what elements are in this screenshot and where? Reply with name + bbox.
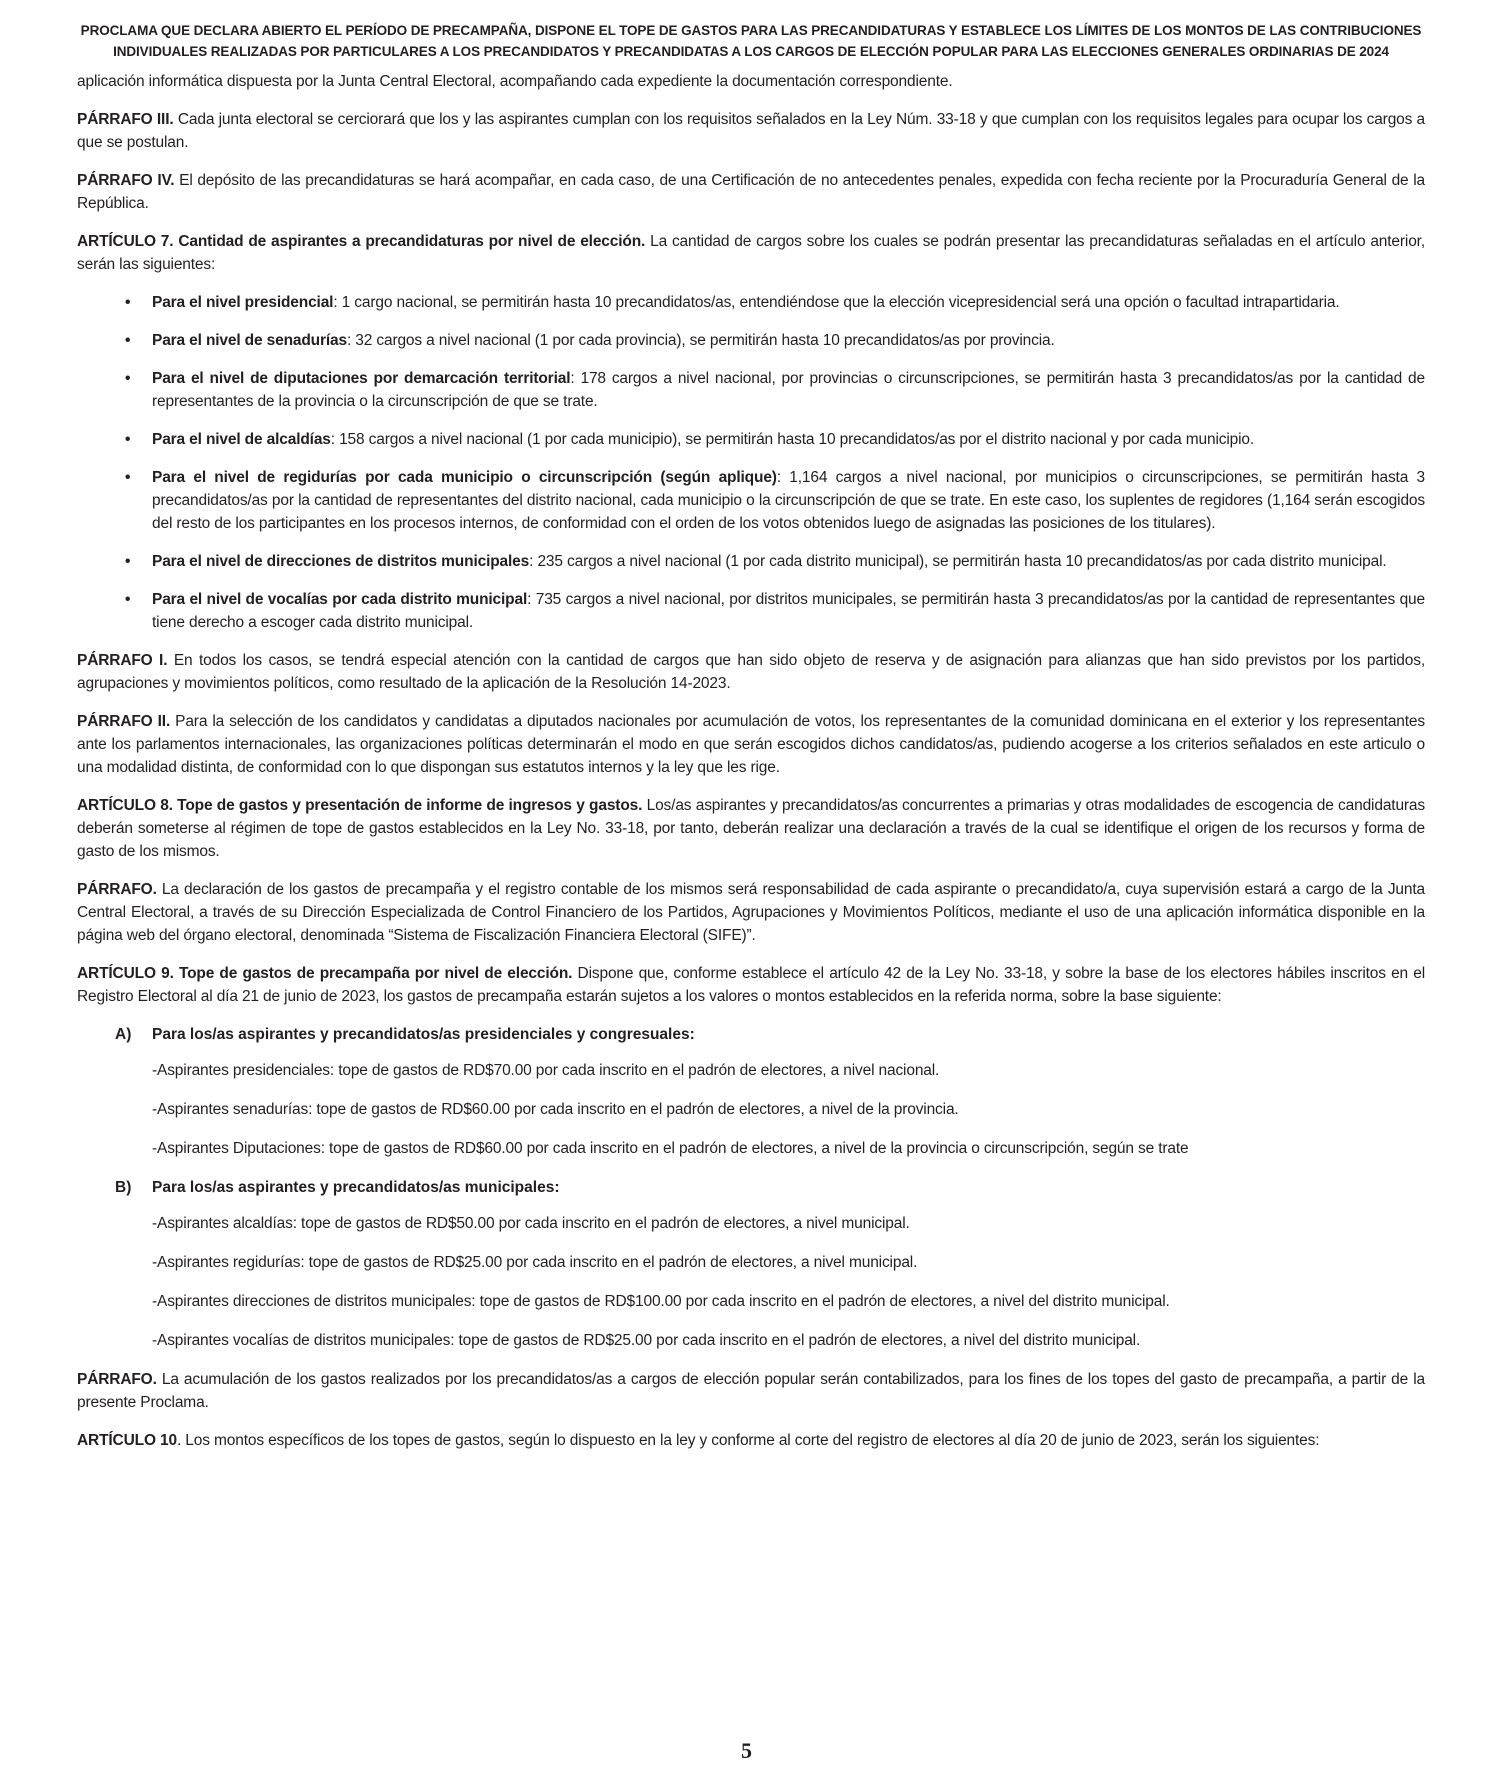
list-item-text: : 1 cargo nacional, se permitirán hasta 10 precandidatos/as, entendiéndose que la elección vicepresidencial será una opción o facultad intrapartidaria. — [333, 294, 1340, 311]
list-item — [77, 291, 1425, 314]
list-item-bold: Para el nivel de direcciones de distritos municipales — [152, 553, 530, 570]
document-page — [77, 20, 1425, 1467]
parrafo-ii-text: Para la selección de los candidatos y candidatas a diputados nacionales por acumulación de votos, los representantes de la comunidad dominicana en el exterior y los representantes ante los parlamentos internacionales, las organizaciones políticas determinarán el modo en que serán escogidos dichos candidatos/as, pudiendo acogerse a los criterios señalados en este articulo o una modalidad distinta, de conformidad con lo que dispongan sus estatutos internos y la ley que les rige. — [77, 713, 1426, 776]
list-item-text: : 1,164 cargos a nivel nacional, por municipios o circunscripciones, se permitirán hasta 3 precandidatos/as por la cantidad de representantes del distrito nacional, cada municipio o la circunscripción de que se trate. En este caso, los suplentes de regidores (1,164 serán escogidos del resto de los participantes en los procesos internos, de conformidad con el orden de los votos obtenidos luego de asignadas las posiciones de los titulares). — [152, 469, 1425, 532]
header-line-2: INDIVIDUALES REALIZADAS POR PARTICULARES A LOS PRECANDIDATOS Y PRECANDIDATAS A LOS CARGOS DE ELECCIÓN POPULAR PARA LAS ELECCIONES GENERALES ORDINARIAS DE 2024 — [113, 44, 1389, 59]
articulo-10 — [77, 1429, 1425, 1452]
parrafo-i-text: En todos los casos, se tendrá especial atención con la cantidad de cargos que han sido objeto de reserva y de asignación para alianzas que han sido previstos por los partidos, agrupaciones y movimientos políticos, como resultado de la aplicación de la Resolución 14-2023. — [77, 652, 1425, 692]
articulo-9 — [77, 962, 1425, 1008]
document-header — [77, 20, 1425, 62]
parrafo-iii-label: PÁRRAFO III. — [77, 111, 174, 128]
parrafo-articulo-8 — [77, 878, 1425, 947]
list-item — [77, 367, 1425, 413]
section-b-title: Para los/as aspirantes y precandidatos/as municipales: — [152, 1179, 560, 1196]
list-item-bold: Para el nivel de vocalías por cada distrito municipal — [152, 591, 528, 608]
list-item — [77, 588, 1425, 634]
section-b-item: -Aspirantes vocalías de distritos municipales: tope de gastos de RD$25.00 por cada inscrito en el padrón de electores, a nivel del distrito municipal. — [152, 1332, 1141, 1349]
section-b-item: -Aspirantes direcciones de distritos municipales: tope de gastos de RD$100.00 por cada inscrito en el padrón de electores, a nivel del distrito municipal. — [152, 1293, 1170, 1310]
parrafo-ii — [77, 710, 1425, 779]
parrafo-iii — [77, 108, 1425, 154]
parrafo-i-label: PÁRRAFO I. — [77, 652, 168, 669]
list-item-text: : 178 cargos a nivel nacional, por provincias o circunscripciones, se permitirán hasta 3 precandidatos/as por la cantidad de representantes de la provincia o la circunscripción de que se trate. — [152, 370, 1425, 410]
section-a-item: -Aspirantes senadurías: tope de gastos de RD$60.00 por cada inscrito en el padrón de electores, a nivel de la provincia. — [152, 1101, 959, 1118]
parrafo-iv — [77, 169, 1425, 215]
list-item-bold: Para el nivel de diputaciones por demarcación territorial — [152, 370, 571, 387]
section-b-letter: B) — [115, 1179, 132, 1196]
articulo-7 — [77, 230, 1425, 276]
articulo-8 — [77, 794, 1425, 863]
articulo-10-label: ARTÍCULO 10 — [77, 1432, 177, 1449]
articulo-7-text: La cantidad de cargos sobre los cuales se podrán presentar las precandidaturas señaladas en el artículo anterior, serán las siguientes: — [77, 233, 1425, 273]
parrafo-articulo-9-label: PÁRRAFO. — [77, 1371, 157, 1388]
parrafo-i — [77, 649, 1425, 695]
header-line-1: PROCLAMA QUE DECLARA ABIERTO EL PERÍODO DE PRECAMPAÑA, DISPONE EL TOPE DE GASTOS PARA LAS PRECANDIDATURAS Y ESTABLECE LOS LÍMITES DE LOS MONTOS DE LAS CONTRIBUCIONES — [80, 23, 1422, 38]
list-item-text: : 235 cargos a nivel nacional (1 por cada distrito municipal), se permitirán hasta 10 precandidatos/as por cada distrito municipal. — [529, 553, 1387, 570]
parrafo-iv-label: PÁRRAFO IV. — [77, 172, 175, 189]
list-item-bold: Para el nivel presidencial — [152, 294, 334, 311]
articulo-8-text: Los/as aspirantes y precandidatos/as concurrentes a primarias y otras modalidades de escogencia de candidaturas deberán someterse al régimen de tope de gastos establecidos en la Ley No. 33-18, por tanto, deberán realizar una declaración a través de la cual se identifique el origen de los recursos y forma de gasto de los mismos. — [77, 797, 1425, 860]
list-item-text: : 32 cargos a nivel nacional (1 por cada provincia), se permitirán hasta 10 precandidatos/as por provincia. — [346, 332, 1055, 349]
parrafo-iii-text: Cada junta electoral se cerciorará que los y las aspirantes cumplan con los requisitos señalados en la Ley Núm. 33-18 y que cumplan con los requisitos legales para ocupar los cargos a que se postulan. — [77, 111, 1426, 151]
list-item — [77, 550, 1425, 573]
list-item — [77, 428, 1425, 451]
parrafo-articulo-8-text: La declaración de los gastos de precampaña y el registro contable de los mismos será responsabilidad de cada aspirante o precandidato/a, cuya supervisión estará a cargo de la Junta Central Electoral, a través de su Dirección Especializada de Control Financiero de los Partidos, Agrupaciones y Movimientos Políticos, mediante el uso de una aplicación informática disponible en la página web del órgano electoral, denominada “Sistema de Fiscalización Financiera Electoral (SIFE)”. — [77, 881, 1425, 944]
list-item-text: : 158 cargos a nivel nacional (1 por cada municipio), se permitirán hasta 10 precandidatos/as por el distrito nacional y por cada municipio. — [330, 431, 1255, 448]
articulo-7-label: ARTÍCULO 7. Cantidad de aspirantes a precandidaturas por nivel de elección. — [77, 233, 646, 250]
section-a-item: -Aspirantes presidenciales: tope de gastos de RD$70.00 por cada inscrito en el padrón de electores, a nivel nacional. — [152, 1062, 940, 1079]
articulo-8-label: ARTÍCULO 8. Tope de gastos y presentación de informe de ingresos y gastos. — [77, 797, 643, 814]
articulo-9-label: ARTÍCULO 9. Tope de gastos de precampaña por nivel de elección. — [77, 965, 573, 982]
section-a-letter: A) — [115, 1026, 132, 1043]
parrafo-iv-text: El depósito de las precandidaturas se hará acompañar, en cada caso, de una Certificación de no antecedentes penales, expedida con fecha reciente por la Procuraduría General de la República. — [77, 172, 1426, 212]
parrafo-articulo-9 — [77, 1368, 1425, 1414]
parrafo-articulo-8-label: PÁRRAFO. — [77, 881, 157, 898]
articulo-10-text: . Los montos específicos de los topes de gastos, según lo dispuesto en la ley y conforme al corte del registro de electores al día 20 de junio de 2023, serán los siguientes: — [176, 1432, 1320, 1449]
list-item-bold: Para el nivel de senadurías — [152, 332, 347, 349]
section-a-heading — [77, 1023, 1425, 1046]
articulo-7-list — [77, 291, 1425, 634]
list-item — [77, 466, 1425, 535]
parrafo-articulo-9-text: La acumulación de los gastos realizados por los precandidatos/as a cargos de elección popular serán contabilizados, para los fines de los topes del gasto de precampaña, a partir de la presente Proclama. — [77, 1371, 1425, 1411]
list-item-bold: Para el nivel de alcaldías — [152, 431, 331, 448]
section-b-item: -Aspirantes regidurías: tope de gastos de RD$25.00 por cada inscrito en el padrón de electores, a nivel municipal. — [152, 1254, 918, 1271]
intro-paragraph: aplicación informática dispuesta por la Junta Central Electoral, acompañando cada expediente la documentación correspondiente. — [77, 73, 953, 90]
list-item-bold: Para el nivel de regidurías por cada municipio o circunscripción (según aplique) — [152, 469, 777, 486]
section-a-title: Para los/as aspirantes y precandidatos/as presidenciales y congresuales: — [152, 1026, 695, 1043]
articulo-9-text: Dispone que, conforme establece el artículo 42 de la Ley No. 33-18, y sobre la base de los electores hábiles inscritos en el Registro Electoral al día 21 de junio de 2023, los gastos de precampaña estarán sujetos a los valores o montos establecidos en la referida norma, sobre la base siguiente: — [77, 965, 1425, 1005]
parrafo-ii-label: PÁRRAFO II. — [77, 713, 171, 730]
section-b-heading — [77, 1176, 1425, 1199]
page-number: 5 — [741, 1738, 752, 1763]
section-b-item: -Aspirantes alcaldías: tope de gastos de RD$50.00 por cada inscrito en el padrón de electores, a nivel municipal. — [152, 1215, 910, 1232]
list-item-text: : 735 cargos a nivel nacional, por distritos municipales, se permitirán hasta 3 precandidatos/as por la cantidad de representantes que tiene derecho a escoger cada distrito municipal. — [152, 591, 1425, 631]
section-a-item: -Aspirantes Diputaciones: tope de gastos de RD$60.00 por cada inscrito en el padrón de electores, a nivel de la provincia o circunscripción, según se trate — [152, 1140, 1189, 1157]
list-item — [77, 329, 1425, 352]
